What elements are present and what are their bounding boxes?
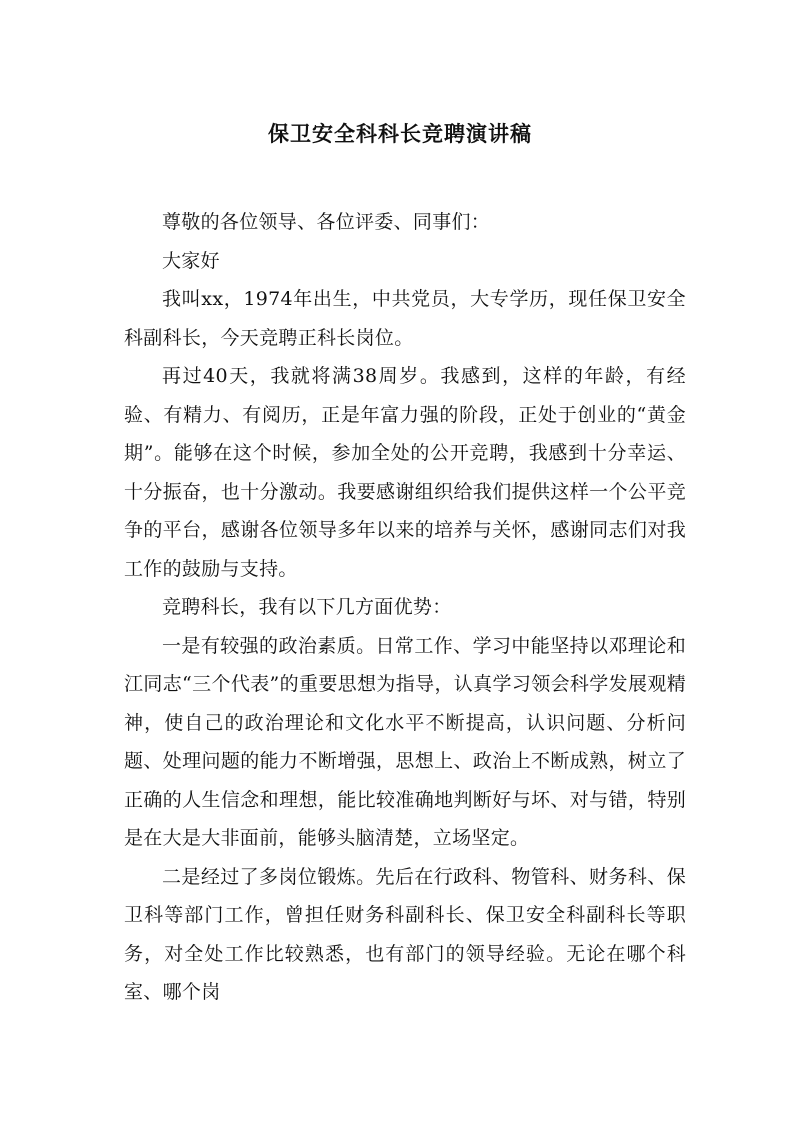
paragraph-introduction: 我叫xx，1974年出生，中共党员，大专学历，现任保卫安全科副科长，今天竞聘正科长岗位。 [124, 288, 686, 349]
paragraph-greeting: 大家好 [162, 249, 220, 272]
document-body [124, 203, 686, 1012]
paragraph-advantage-one: 一是有较强的政治素质。日常工作、学习中能坚持以邓理论和江同志“三个代表”的重要思想为指导，认真学习领会科学发展观精神，使自己的政治理论和文化水平不断提高，认识问题、分析问题、处理问题的能力不断增强，思想上、政治上不断成熟，树立了正确的人生信念和理想，能比较准确地判断好与坏、对与错，特别是在大是大非面前，能够头脑清楚，立场坚定。 [124, 634, 686, 849]
paragraph-gratitude: 再过40天，我就将满38周岁。我感到，这样的年龄，有经验、有精力、有阅历，正是年富力强的阶段，正处于创业的“黄金期”。能够在这个时候，参加全处的公开竞聘，我感到十分幸运、十分振奋，也十分激动。我要感谢组织给我们提供这样一个公平竞争的平台，感谢各位领导多年以来的培养与关怀，感谢同志们对我工作的鼓励与支持。 [124, 365, 686, 580]
paragraph-salutation: 尊敬的各位领导、各位评委、同事们： [162, 211, 491, 233]
paragraph-advantages-intro: 竞聘科长，我有以下几方面优势： [162, 596, 452, 618]
document-title: 保卫安全科科长竞聘演讲稿 [268, 121, 532, 146]
paragraph-advantage-two: 二是经过了多岗位锻炼。先后在行政科、物管科、财务科、保卫科等部门工作，曾担任财务科副科长、保卫安全科副科长等职务，对全处工作比较熟悉，也有部门的领导经验。无论在哪个科室、哪个岗 [124, 865, 686, 1003]
